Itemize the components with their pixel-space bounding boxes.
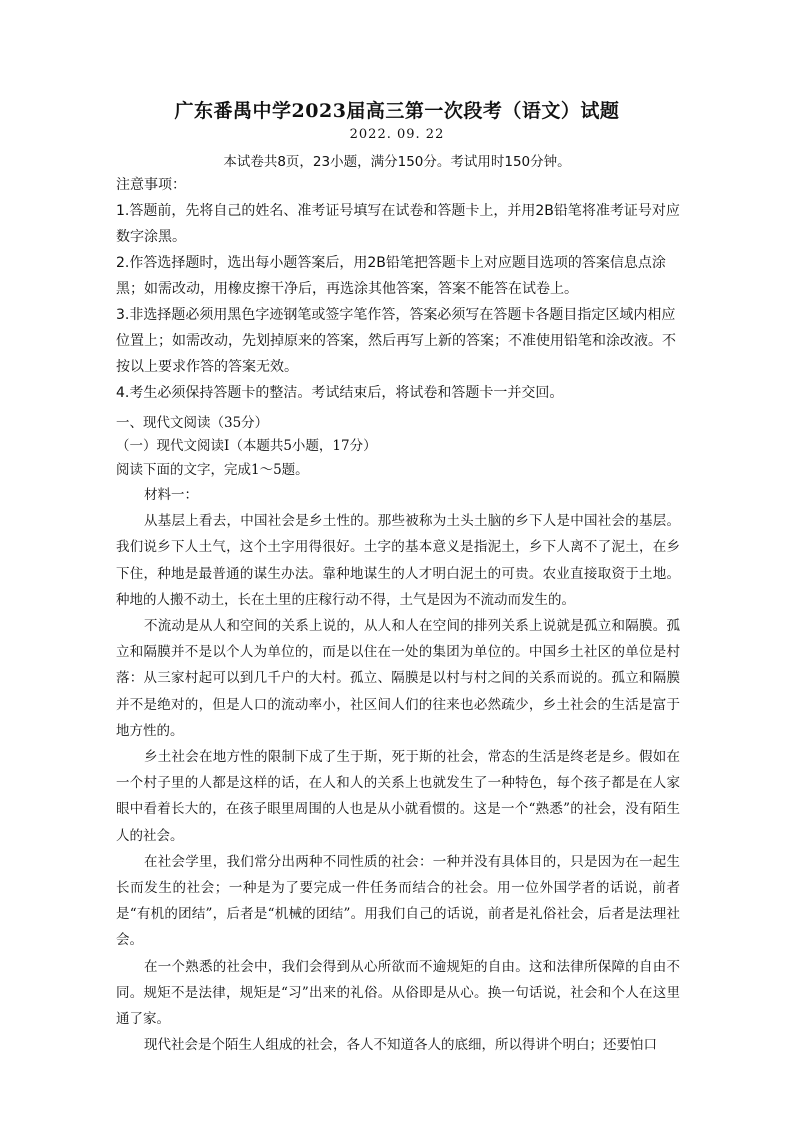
section-heading: 一、现代文阅读（35分） — [116, 415, 269, 431]
notes-section — [116, 172, 680, 406]
material-label: 材料一： — [144, 487, 198, 503]
notes-heading: 注意事项： — [116, 177, 186, 193]
material-paragraph: 在一个熟悉的社会中，我们会得到从心所欲而不逾规矩的自由。这和法律所保障的自由不同。规矩不是法律，规矩是“习”出来的礼俗。从俗即是从心。换一句话说，社会和个人在这里通了家。 — [116, 958, 680, 1028]
note-item: 2.作答选择题时，选出每小题答案后，用2B铅笔把答题卡上对应题目选项的答案信息点涂黑；如需改动，用橡皮擦干净后，再选涂其他答案，答案不能答在试卷上。 — [116, 255, 666, 297]
material-paragraph: 乡土社会在地方性的限制下成了生于斯，死于斯的社会，常态的生活是终老是乡。假如在一个村子里的人都是这样的话，在人和人的关系上也就发生了一种特色，每个孩子都是在人家眼中看着长大的，在孩子眼里周围的人也是从小就看惯的。这是一个“熟悉”的社会，没有陌生人的社会。 — [116, 749, 680, 844]
material-paragraph: 现代社会是个陌生人组成的社会，各人不知道各人的底细，所以得讲个明白；还要怕口 — [144, 1037, 657, 1054]
exam-subtitle: 本试卷共8页，23小题，满分150分。考试用时150分钟。 — [223, 154, 571, 170]
material-body — [116, 482, 680, 1058]
note-item: 3.非选择题必须用黑色字迹钢笔或签字笔作答，答案必须写在答题卡各题目指定区域内相应位置上；如需改动，先划掉原来的答案，然后再写上新的答案；不准使用铅笔和涂改液。不按以上要求作答的答案无效。 — [116, 307, 676, 375]
section-subheading: （一）现代文阅读Ⅰ（本题共5小题，17分） — [116, 438, 377, 454]
exam-date: 2022. 09. 22 — [349, 127, 445, 142]
material-paragraph: 在社会学里，我们常分出两种不同性质的社会：一种并没有具体目的，只是因为在一起生长而发生的社会；一种是为了要完成一件任务而结合的社会。用一位外国学者的话说，前者是“有机的团结”，后者是“机械的团结”。用我们自己的话说，前者是礼俗社会，后者是法理社会。 — [116, 853, 680, 949]
material-paragraph: 不流动是从人和空间的关系上说的，从人和人在空间的排列关系上说就是孤立和隔膜。孤立和隔膜并不是以个人为单位的，而是以住在一处的集团为单位的。中国乡土社区的单位是村落：从三家村起可以到几千户的大村。孤立、隔膜是以村与村之间的关系而说的。孤立和隔膜并不是绝对的，但是人口的流动率小，社区间人们的往来也必然疏少，乡土社会的生活是富于地方性的。 — [116, 618, 680, 739]
section-instruction: 阅读下面的文字，完成1～5题。 — [116, 462, 309, 478]
note-item: 1.答题前，先将自己的姓名、准考证号填写在试卷和答题卡上，并用2B铅笔将准考证号对应数字涂黑。 — [116, 203, 680, 245]
exam-title: 广东番禺中学2023届高三第一次段考（语文）试题 — [174, 100, 620, 122]
note-item: 4.考生必须保持答题卡的整洁。考试结束后，将试卷和答题卡一并交回。 — [116, 385, 564, 401]
material-paragraph: 从基层上看去，中国社会是乡土性的。那些被称为土头土脑的乡下人是中国社会的基层。我们说乡下人土气，这个土字用得很好。土字的基本意义是指泥土，乡下人离不了泥土，在乡下住，种地是最普通的谋生办法。靠种地谋生的人才明白泥土的可贵。农业直接取资于土地。种地的人搬不动土，长在土里的庄稼行动不得，土气是因为不流动而发生的。 — [116, 513, 680, 608]
